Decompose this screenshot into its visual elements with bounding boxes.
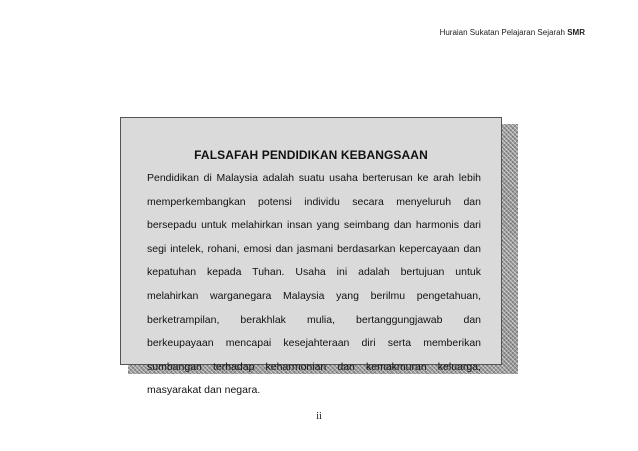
paragraph-line: masyarakat dan negara. <box>147 384 261 397</box>
header-level: SMR <box>567 28 585 37</box>
philosophy-box <box>120 117 502 397</box>
page-number: ii <box>316 411 322 422</box>
running-header <box>440 28 585 37</box>
box-title: FALSAFAH PENDIDIKAN KEBANGSAAN <box>194 148 428 162</box>
paragraph-line: berkeupayaan mencapai kesejahteraan diri serta memberikan <box>147 337 481 350</box>
paragraph-line: kepatuhan kepada Tuhan. Usaha ini adalah bertujuan untuk <box>147 266 481 279</box>
paragraph-line: berketrampilan, berakhlak mulia, bertanggungjawab dan <box>147 313 481 326</box>
philosophy-paragraph <box>147 167 481 403</box>
paragraph-line: memperkembangkan potensi individu secara menyeluruh dan <box>147 195 481 208</box>
paragraph-line: bersepadu untuk melahirkan insan yang seimbang dan harmonis dari <box>147 219 481 232</box>
paragraph-line: sumbangan terhadap keharmonian dan kemakmuran keluarga, <box>147 360 481 373</box>
header-title: Huraian Sukatan Pelajaran Sejarah <box>439 28 565 37</box>
paragraph-line: melahirkan warganegara Malaysia yang berilmu pengetahuan, <box>147 289 481 302</box>
paragraph-line: segi intelek, rohani, emosi dan jasmani berdasarkan kepercayaan dan <box>147 242 481 255</box>
paragraph-line: Pendidikan di Malaysia adalah suatu usaha berterusan ke arah lebih <box>147 172 481 184</box>
